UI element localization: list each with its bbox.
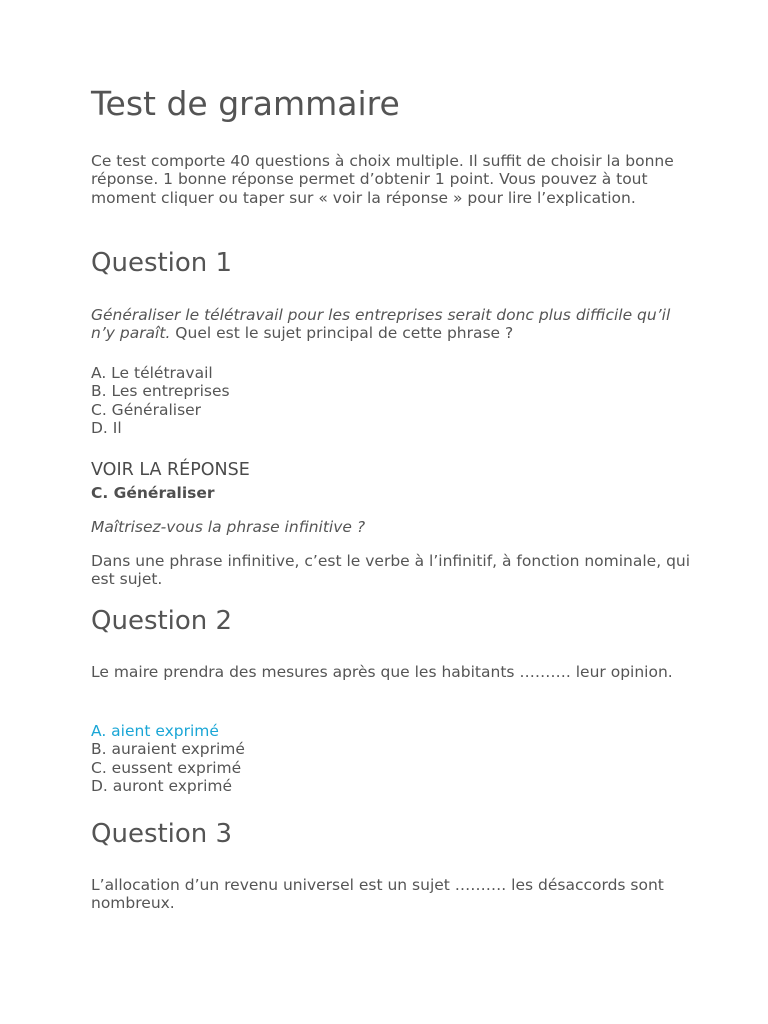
question-1-explanation-text: Dans une phrase infinitive, c’est le verbe à l’infinitif, à fonction nominale, qui est sujet.	[91, 552, 691, 589]
question-1-prompt-question: Quel est le sujet principal de cette phrase ?	[170, 324, 514, 343]
question-2-prompt: Le maire prendra des mesures après que les habitants ………. leur opinion.	[91, 663, 673, 681]
question-2-heading: Question 2	[91, 606, 233, 636]
question-2-options	[91, 722, 245, 795]
question-1-reveal-answer-link[interactable]: VOIR LA RÉPONSE	[91, 460, 250, 480]
question-1-explanation-title-text: Maîtrisez-vous la phrase infinitive ?	[91, 518, 366, 536]
intro-paragraph: Ce test comporte 40 questions à choix multiple. Il suffit de choisir la bonne réponse. 1 bonne réponse permet d’obtenir 1 point. Vous pouvez à tout moment cliquer ou taper sur « voir la réponse » pour lire l’explication.	[91, 152, 674, 207]
question-1-answer: C. Généraliser	[91, 484, 215, 502]
question-1-option-b[interactable]: B. Les entreprises	[91, 382, 230, 401]
question-1-option-d[interactable]: D. Il	[91, 418, 122, 437]
question-1-option-a[interactable]: A. Le télétravail	[91, 364, 213, 382]
question-2-option-c[interactable]: C. eussent exprimé	[91, 758, 242, 777]
question-2-option-a[interactable]: A. aient exprimé	[91, 722, 219, 740]
question-1-explanation-title	[91, 518, 365, 536]
question-1-prompt-sentence: Généraliser le télétravail pour les entreprises serait donc plus difficile qu’il n’y paraît.	[91, 306, 671, 343]
question-1-options	[91, 364, 230, 437]
question-1-prompt	[91, 306, 691, 343]
page-title: Test de grammaire	[91, 84, 400, 123]
question-1-heading: Question 1	[91, 248, 233, 278]
question-3-prompt: L’allocation d’un revenu universel est un sujet ………. les désaccords sont nombreux.	[91, 876, 664, 913]
question-1-option-c[interactable]: C. Généraliser	[91, 400, 202, 419]
question-2-option-d[interactable]: D. auront exprimé	[91, 776, 233, 795]
question-2-option-b[interactable]: B. auraient exprimé	[91, 740, 245, 759]
question-3-heading: Question 3	[91, 819, 233, 849]
